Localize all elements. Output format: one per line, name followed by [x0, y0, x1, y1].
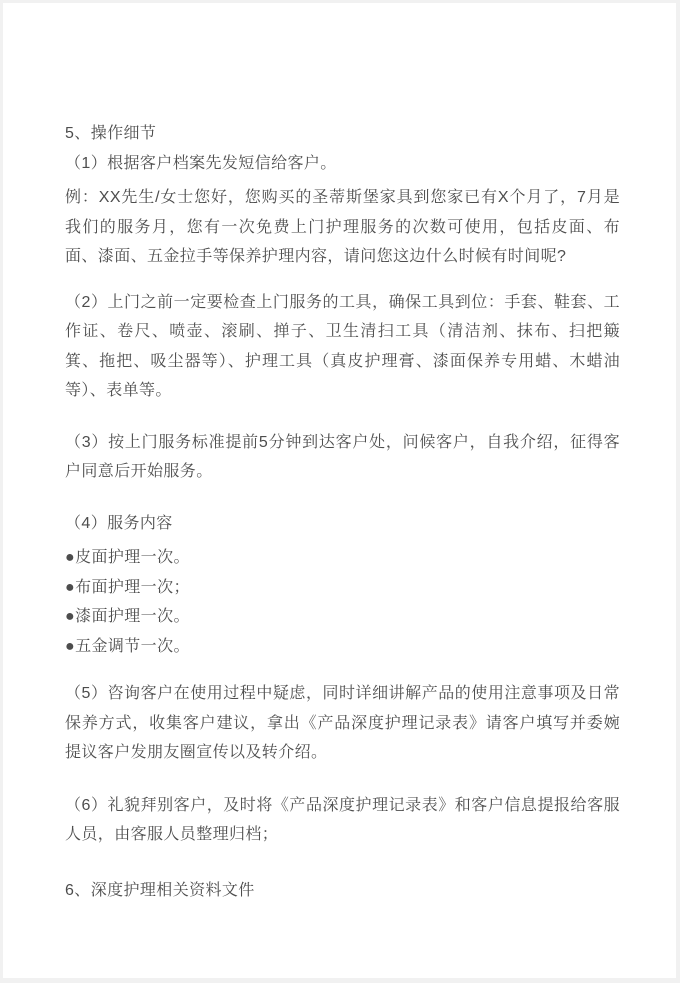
item-6-paragraph: （6）礼貌拜别客户，及时将《产品深度护理记录表》和客户信息提报给客服人员，由客服人员整理归档；: [65, 796, 620, 843]
section-6-heading: 6、深度护理相关资料文件: [65, 881, 255, 899]
item-4-paragraph: （4）服务内容: [65, 514, 173, 532]
sms-example-paragraph: 例：XX先生/女士您好，您购买的圣蒂斯堡家具到您家已有X个月了，7月是我们的服务月，您有一次免费上门护理服务的次数可使用，包括皮面、布面、漆面、五金拉手等保养护理内容，请问您这边什么时候有时间呢?: [65, 189, 620, 265]
section-5-heading: 5、操作细节: [65, 125, 157, 142]
bullet-item-fabric: ●布面护理一次；: [65, 578, 190, 596]
item-5-paragraph: （5）咨询客户在使用过程中疑虑，同时详细讲解产品的使用注意事项及日常保养方式，收集客户建议，拿出《产品深度护理记录表》请客户填写并委婉提议客户发朋友圈宣传以及转介绍。: [65, 685, 620, 761]
item-1-paragraph: （1）根据客户档案先发短信给客户。: [65, 154, 337, 172]
item-2-paragraph: （2）上门之前一定要检查上门服务的工具，确保工具到位：手套、鞋套、工作证、卷尺、喷壶、滚刷、掸子、卫生清扫工具（清洁剂、抹布、扫把簸箕、拖把、吸尘器等）、护理工具（真皮护理膏、漆面保养专用蜡、木蜡油等）、表单等。: [65, 293, 620, 399]
bullet-item-paint: ●漆面护理一次。: [65, 608, 190, 625]
bullet-item-leather: ●皮面护理一次。: [65, 549, 190, 566]
bullet-item-hardware: ●五金调节一次。: [65, 637, 190, 655]
item-3-paragraph: （3）按上门服务标准提前5分钟到达客户处，问候客户，自我介绍，征得客户同意后开始服务。: [65, 433, 620, 480]
service-content-bullet-list: [65, 543, 620, 661]
document-content: [3, 3, 676, 905]
document-page: [3, 3, 676, 978]
